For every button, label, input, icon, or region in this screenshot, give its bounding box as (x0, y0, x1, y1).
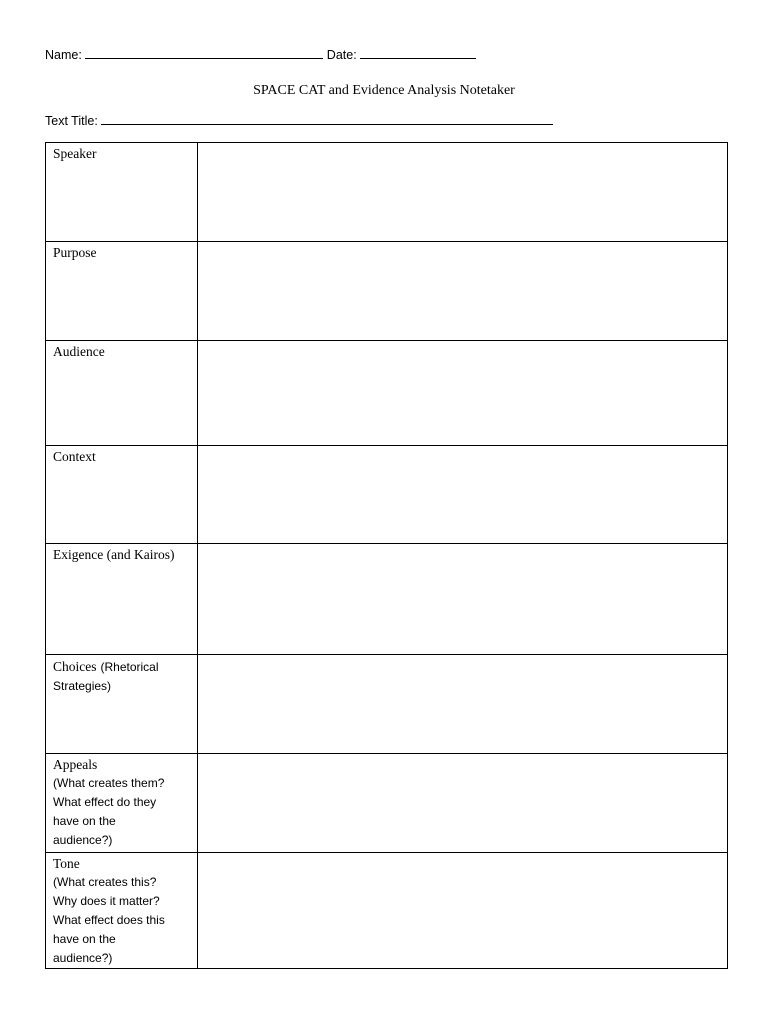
date-field[interactable] (360, 46, 476, 59)
row-label-context (46, 446, 198, 544)
name-field[interactable] (85, 46, 323, 59)
tone-prompt-line: (What creates this? (53, 875, 157, 889)
exigence-label: Exigence (and Kairos) (53, 547, 175, 562)
table-row (46, 655, 728, 754)
exigence-notes-cell[interactable] (198, 544, 728, 655)
tone-label: Tone (53, 856, 80, 871)
appeals-prompt-line: audience?) (53, 833, 113, 847)
table-row (46, 853, 728, 969)
speaker-notes-cell[interactable] (198, 143, 728, 242)
name-date-line (45, 46, 476, 62)
table-row (46, 446, 728, 544)
document-title: SPACE CAT and Evidence Analysis Notetaker (253, 83, 515, 98)
row-label-purpose (46, 242, 198, 341)
tone-prompt-line: have on the (53, 932, 116, 946)
appeals-notes-cell[interactable] (198, 754, 728, 853)
choices-label-extra: (Rhetorical (100, 660, 159, 674)
context-notes-cell[interactable] (198, 446, 728, 544)
appeals-prompt-line: What effect do they (53, 795, 157, 809)
tone-notes-cell[interactable] (198, 853, 728, 969)
table-row (46, 754, 728, 853)
purpose-notes-cell[interactable] (198, 242, 728, 341)
row-label-appeals (46, 754, 198, 853)
row-label-tone (46, 853, 198, 969)
choices-label-extra-2: Strategies) (53, 679, 112, 693)
tone-prompt-line: Why does it matter? (53, 894, 160, 908)
purpose-label: Purpose (53, 245, 97, 260)
row-label-speaker (46, 143, 198, 242)
choices-label-line (53, 657, 190, 677)
appeals-label: Appeals (53, 757, 98, 772)
date-label: Date: (326, 48, 357, 62)
audience-notes-cell[interactable] (198, 341, 728, 446)
table-row (46, 143, 728, 242)
tone-prompt-line: What effect does this (53, 913, 165, 927)
notetaker-table (45, 142, 728, 969)
choices-label: Choices (53, 659, 97, 674)
appeals-prompt-line: (What creates them? (53, 776, 165, 790)
row-label-choices (46, 655, 198, 754)
text-title-field[interactable] (101, 112, 553, 125)
row-label-audience (46, 341, 198, 446)
row-label-exigence (46, 544, 198, 655)
table-row (46, 544, 728, 655)
name-label: Name: (45, 48, 82, 62)
text-title-label: Text Title: (45, 114, 98, 128)
audience-label: Audience (53, 344, 105, 359)
table-row (46, 341, 728, 446)
text-title-line (45, 112, 553, 128)
context-label: Context (53, 449, 96, 464)
speaker-label: Speaker (53, 146, 97, 161)
choices-notes-cell[interactable] (198, 655, 728, 754)
appeals-prompt-line: have on the (53, 814, 116, 828)
table-row (46, 242, 728, 341)
tone-prompt-line: audience?) (53, 951, 113, 965)
